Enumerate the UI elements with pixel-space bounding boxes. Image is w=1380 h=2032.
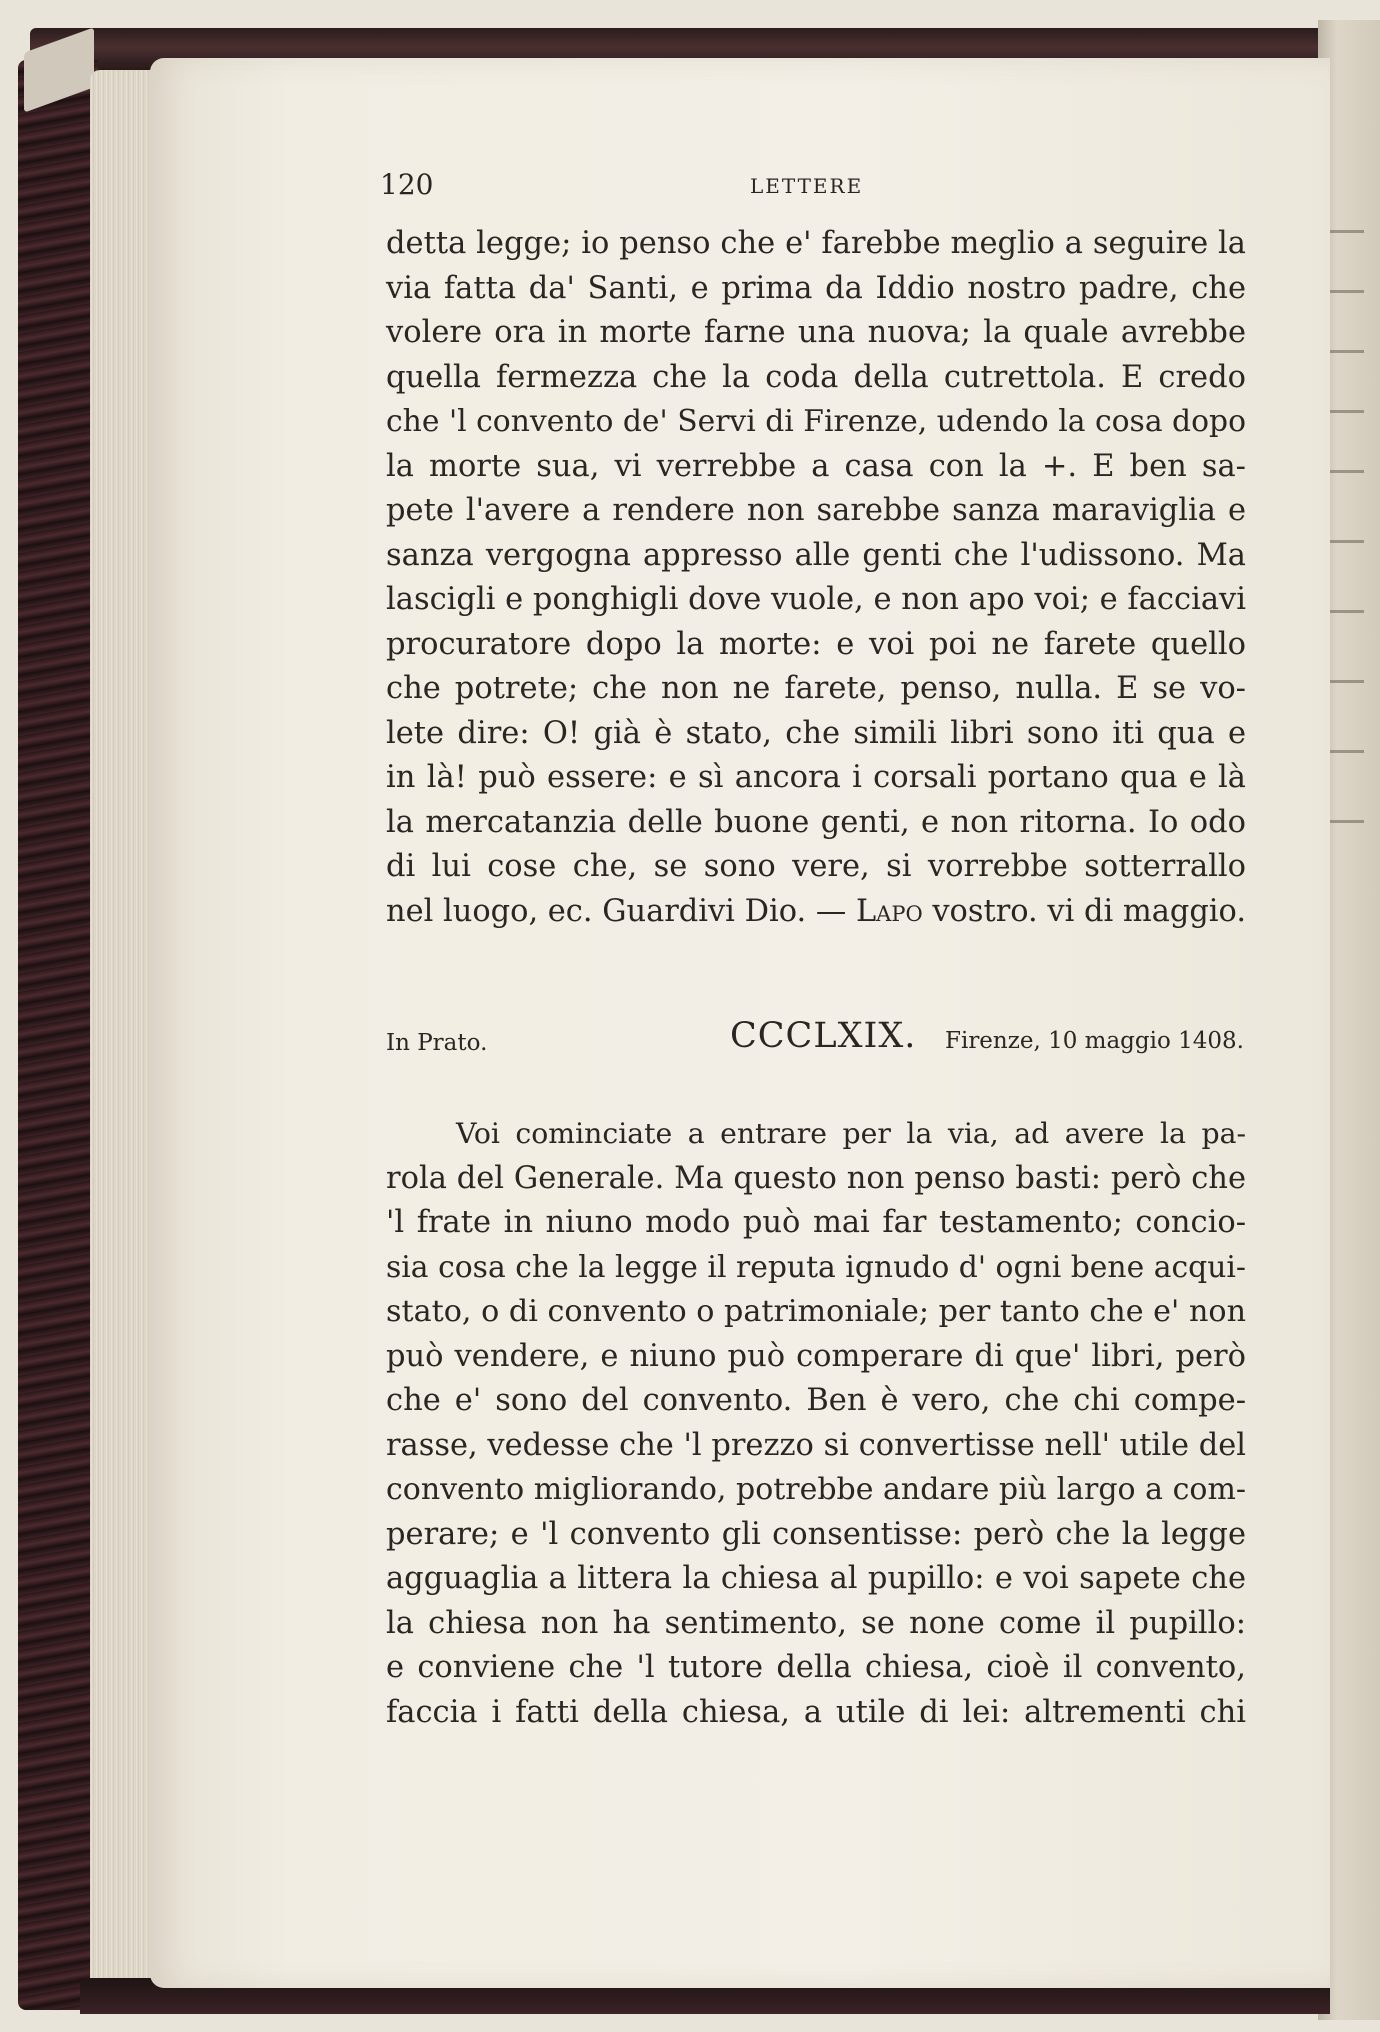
text-line: via fatta da' Santi, e prima da Iddio nostro padre, che: [386, 270, 1246, 306]
text-line: che potrete; che non ne farete, penso, nulla. E se vo-: [386, 671, 1246, 706]
text-line: che e' sono del convento. Ben è vero, che chi compe-: [386, 1383, 1246, 1418]
text-line: Voi cominciate a entrare per la via, ad avere la pa-: [456, 1117, 1246, 1150]
text-line: lascigli e ponghigli dove vuole, e non apo voi; e facciavi: [386, 582, 1246, 617]
page-header: [380, 168, 1236, 208]
text-line: la mercatanzia delle buone genti, e non ritorna. Io odo: [386, 804, 1246, 840]
letter-number: CCCLXIX.: [730, 1016, 917, 1056]
text-line: perare; e 'l convento gli consentisse: però che la legge: [386, 1516, 1246, 1552]
closing-suffix: vostro. vi di maggio.: [922, 893, 1246, 929]
letter-recipient-place: In Prato.: [386, 1030, 488, 1056]
text-line: può vendere, e niuno può comperare di que' libri, però: [386, 1338, 1246, 1374]
text-line: sanza vergogna appresso alle genti che l'udissono. Ma: [386, 537, 1246, 573]
text-line: pete l'avere a rendere non sarebbe sanza maraviglia e: [386, 493, 1246, 528]
text-line: di lui cose che, se sono vere, si vorrebbe sotterrallo: [386, 849, 1246, 884]
text-line: detta legge; io penso che e' farebbe meglio a seguire la: [386, 226, 1246, 261]
text-line: quella fermezza che la coda della cutrettola. E credo: [386, 359, 1246, 395]
text-line: rasse, vedesse che 'l prezzo si convertisse nell' utile del: [386, 1427, 1246, 1463]
book-cover-left: [18, 60, 98, 2010]
text-line: che 'l convento de' Servi di Firenze, udendo la cosa dopo: [386, 404, 1246, 439]
letter-body: [386, 1112, 1246, 1735]
closing-prefix: nel luogo, ec. Guardivi Dio. —: [386, 893, 856, 929]
text-line: convento migliorando, potrebbe andare più largo a com-: [386, 1472, 1246, 1507]
page-number: 120: [380, 168, 434, 201]
text-line: stato, o di convento o patrimoniale; per tanto che e' non: [386, 1294, 1246, 1329]
text-line: faccia i fatti della chiesa, a utile di lei: altrementi chi: [386, 1694, 1246, 1730]
text-line: e conviene che 'l tutore della chiesa, cioè il convento,: [386, 1650, 1246, 1685]
text-line: 'l frate in niuno modo può mai far testamento; concio-: [386, 1205, 1246, 1240]
text-line: rola del Generale. Ma questo non penso basti: però che: [386, 1160, 1246, 1196]
text-line: sia cosa che la legge il reputa ignudo d' ogni bene acqui-: [386, 1249, 1246, 1285]
letter-heading: [386, 1016, 1246, 1066]
letter-date: Firenze, 10 maggio 1408.: [945, 1028, 1244, 1054]
running-title: LETTERE: [750, 174, 864, 198]
text-line: la morte sua, vi verrebbe a casa con la +. E ben sa-: [386, 448, 1246, 484]
text-line: volere ora in morte farne una nuova; la quale avrebbe: [386, 315, 1246, 350]
text-line: la chiesa non ha sentimento, se none come il pupillo:: [386, 1605, 1246, 1641]
text-line: procuratore dopo la morte: e voi poi ne farete quello: [386, 626, 1246, 662]
text-line: agguaglia a littera la chiesa al pupillo: e voi sapete che: [386, 1561, 1246, 1596]
previous-letter-text: [386, 222, 1246, 934]
text-line: lete dire: O! già è stato, che simili libri sono iti qua e: [386, 715, 1246, 751]
closing-line: [386, 890, 1246, 935]
text-line: in là! può essere: e sì ancora i corsali portano qua e là: [386, 760, 1246, 795]
signature-name: Lapo: [855, 893, 923, 929]
